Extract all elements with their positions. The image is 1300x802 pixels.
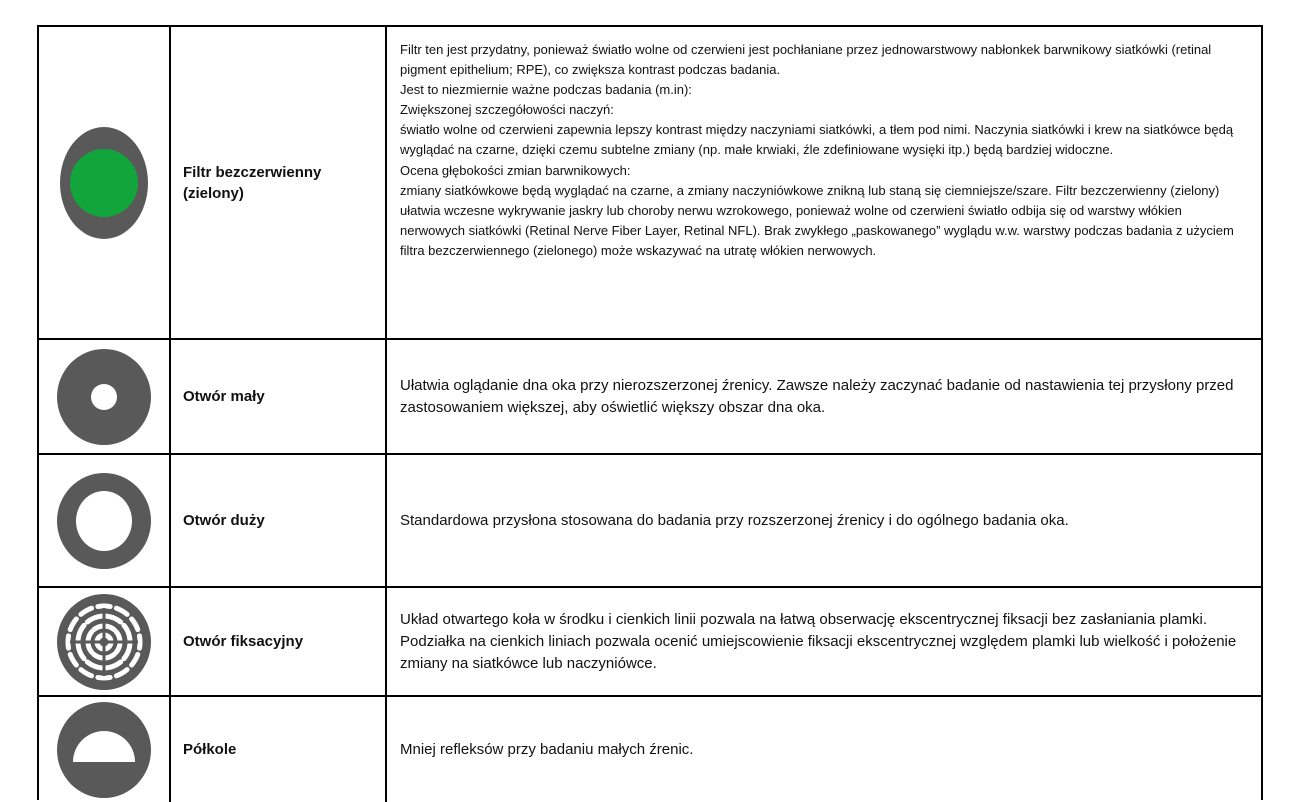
- small-aperture-icon: [56, 348, 152, 446]
- table-row: [39, 455, 1261, 588]
- table-row: [39, 697, 1261, 802]
- table-row: [39, 340, 1261, 455]
- fixation-ring-segment: [98, 606, 110, 607]
- description-line: Filtr ten jest przydatny, ponieważ światło wolne od czerwieni jest pochłaniane przez jednowarstwowy nabłonkek barwnikowy siatkówki (retinal pigment epithelium; RPE), co zwiększa kontrast podczas badania.: [400, 42, 1212, 78]
- fixation-ring-segment: [139, 635, 140, 647]
- icon-cell: [39, 588, 171, 695]
- table-row: [39, 588, 1261, 697]
- row-name: Półkole: [171, 697, 387, 802]
- description-line: Jest to niezmiernie ważne podczas badania (m.in):: [400, 82, 692, 98]
- fixation-ring-segment: [68, 635, 69, 647]
- large-aperture-icon: [56, 472, 152, 570]
- row-description: Układ otwartego koła w środku i cienkich linii pozwala na łatwą obserwację ekscentrycznej fiksacji bez zasłaniania plamki. Podziałka na cienkich liniach pozwala ocenić umiejscowienie fiksacji ekscentrycznej względem plamki lub wielkość i położenie zmiany na siatkówce lub naczyniówce.: [400, 610, 1237, 672]
- fixation-aperture-icon: [56, 593, 152, 691]
- description-line: światło wolne od czerwieni zapewnia lepszy kontrast między naczyniami siatkówki, a tłem pod nimi. Naczynia siatkówki i krew na siatkówce będą wyglądać na czarne, dzięki czemu subtelne zmiany (np. małe krwiaki, źle zdefiniowane wysięki itp.) będą bardziej widoczne.: [400, 122, 1234, 158]
- icon-cell: [39, 340, 171, 453]
- half-circle-aperture-icon: [56, 701, 152, 799]
- row-name: Otwór fiksacyjny: [171, 588, 387, 695]
- table-row: [39, 27, 1261, 340]
- green-filter-icon: [59, 126, 149, 240]
- aperture-table: [37, 25, 1263, 800]
- row-description: Standardowa przysłona stosowana do badania przy rozszerzonej źrenicy i do ogólnego badania oka.: [400, 511, 1069, 529]
- icon-cell: [39, 455, 171, 586]
- description-line: Zwiększonej szczegółowości naczyń:: [400, 102, 614, 118]
- row-description: Mniej refleksów przy badaniu małych źrenic.: [400, 740, 694, 758]
- row-description: [387, 27, 1261, 338]
- icon-cell: [39, 697, 171, 802]
- row-description: Ułatwia oglądanie dna oka przy nierozszerzonej źrenicy. Zawsze należy zaczynać badanie od nastawienia tej przysłony przed zastosowaniem większej, aby oświetlić większy obszar dna oka.: [400, 376, 1234, 416]
- row-name: Otwór duży: [171, 455, 387, 586]
- description-line: zmiany siatkówkowe będą wyglądać na czarne, a zmiany naczyniówkowe znikną lub staną się ciemniejsze/szare. Filtr bezczerwienny (zielony) ułatwia wczesne wykrywanie jaskry lub choroby nerwu wzrokowego, ponieważ wolne od czerwieni światło odbija się od warstwy włókien nerwowych siatkówki (Retinal Nerve Fiber Layer, Retinal NFL). Brak zwykłego „paskowanego” wyglądu w.w. warstwy podczas badania z użyciem filtra bezczerwiennego (zielonego) może wskazywać na utratę włókien nerwowych.: [400, 182, 1234, 258]
- row-name: Filtr bezczerwienny (zielony): [171, 27, 387, 338]
- description-line: Ocena głębokości zmian barwnikowych:: [400, 162, 631, 178]
- row-name: Otwór mały: [171, 340, 387, 453]
- icon-cell: [39, 27, 171, 338]
- fixation-ring-segment: [98, 677, 110, 678]
